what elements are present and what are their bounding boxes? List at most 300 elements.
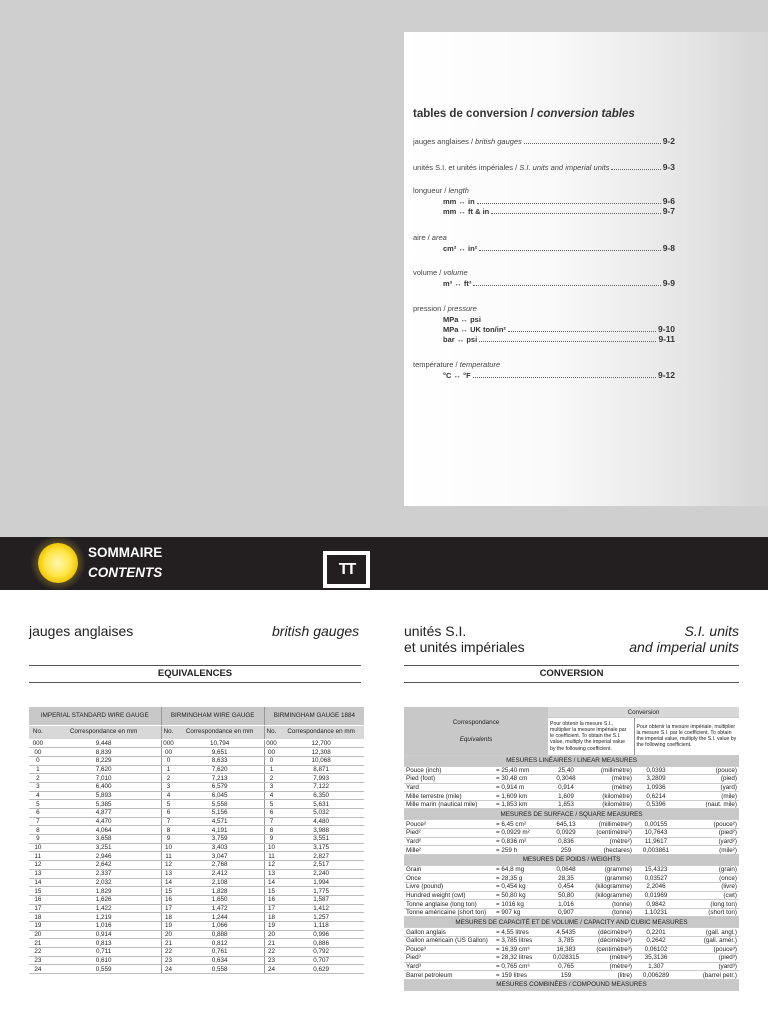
gauge-mm-value: 4,064 — [47, 826, 161, 835]
gauge-mm-value: 0,634 — [175, 956, 264, 965]
to-si-coefficient: 0,914 — [548, 783, 584, 792]
correspondance-label: Correspondance — [452, 718, 500, 726]
imperial-unit: (pied) — [678, 775, 739, 784]
toc-page-number: 9-2 — [662, 136, 675, 146]
toc-entry-fr: volume — [413, 268, 438, 277]
right-rule-bottom — [404, 682, 739, 683]
toc-page-number: 9-7 — [662, 206, 675, 216]
table-row — [404, 829, 739, 838]
toc-page-number: 9-10 — [657, 324, 675, 334]
table-row — [404, 900, 739, 909]
table-row — [29, 835, 364, 844]
imperial-unit: (grain) — [678, 865, 739, 874]
gauge-number: 19 — [29, 921, 47, 930]
toc-entry — [413, 304, 675, 344]
gauge-mm-value: 0,610 — [47, 956, 161, 965]
table-row — [29, 913, 364, 922]
unit-equivalent: = 259 h — [494, 846, 548, 855]
gauge-mm-value: 9,651 — [175, 748, 264, 757]
unit-name: Pied³ — [404, 954, 494, 963]
gauge-mm-value: 3,251 — [47, 843, 161, 852]
gauge-mm-value: 0,812 — [175, 939, 264, 948]
gauge-number: 20 — [264, 930, 278, 939]
gauge-mm-value: 8,839 — [47, 748, 161, 757]
unit-name: Gallon anglais — [404, 928, 494, 937]
to-imperial-coefficient: 1,307 — [634, 962, 678, 971]
gauge-number: 20 — [161, 930, 175, 939]
gauge-number: 10 — [161, 843, 175, 852]
si-unit: (mètre³) — [584, 954, 634, 963]
gauge-mm-value: 7,620 — [175, 765, 264, 774]
gauge-mm-value: 1,828 — [175, 887, 264, 896]
table-row — [29, 956, 364, 965]
gauge-number: 14 — [161, 878, 175, 887]
gauge-number: 16 — [161, 895, 175, 904]
unit-name: Tonne américaine (short ton) — [404, 908, 494, 917]
to-imperial-coefficient: 0,003861 — [634, 846, 678, 855]
gauge-number: 12 — [161, 861, 175, 870]
toc-entry-label: température / temperature — [413, 360, 501, 369]
gauge-number: 18 — [161, 913, 175, 922]
gauge-number: 16 — [264, 895, 278, 904]
gauge-number: 15 — [29, 887, 47, 896]
gauge-mm-value: 2,337 — [47, 869, 161, 878]
left-rule-top — [29, 665, 361, 666]
gauge-number: 1 — [161, 765, 175, 774]
to-imperial-coefficient: 35,3136 — [634, 954, 678, 963]
gauge-mm-value: 4,191 — [175, 826, 264, 835]
gauge-mm-value: 0,886 — [278, 939, 364, 948]
gauge-mm-value: 1,650 — [175, 895, 264, 904]
imperial-unit: (pied³) — [678, 954, 739, 963]
left-section-title: EQUIVALENCES — [157, 668, 233, 679]
gauge-mm-value: 7,122 — [278, 782, 364, 791]
imperial-unit: (mile) — [678, 792, 739, 801]
table-row — [29, 843, 364, 852]
gauge-mm-value: 4,480 — [278, 817, 364, 826]
gauge-mm-value: 7,213 — [175, 774, 264, 783]
gauge-mm-value: 9,448 — [47, 739, 161, 748]
unit-name: Mille marin (nautical mile) — [404, 800, 494, 809]
imperial-unit: (yard²) — [678, 837, 739, 846]
unit-equivalent: = 1,853 km — [494, 800, 548, 809]
gauge-number: 11 — [29, 852, 47, 861]
gauge-number: 21 — [264, 939, 278, 948]
to-si-note: Pour obtenir la mesure S.I., multiplier la mesure impériale par le coefficient. To obtain the S.I. value, multiply the imperial value by the following coefficient. — [548, 718, 634, 755]
gauge-number: 15 — [161, 887, 175, 896]
table-row — [29, 748, 364, 757]
imperial-unit: (pouce) — [678, 766, 739, 775]
gauge-mm-value: 1,412 — [278, 904, 364, 913]
to-si-coefficient: 0,3048 — [548, 775, 584, 784]
gauge-group-header: IMPERIAL STANDARD WIRE GAUGE — [29, 707, 161, 725]
toc-entry-en: area — [431, 233, 447, 242]
gauge-number: 14 — [264, 878, 278, 887]
unit-equivalent: = 3,785 litres — [494, 937, 548, 946]
unit-equivalent: = 159 litres — [494, 971, 548, 980]
toc-page-number: 9-9 — [662, 278, 675, 288]
toc-entry-en: temperature — [459, 360, 501, 369]
imperial-unit: (yard) — [678, 783, 739, 792]
gauge-mm-value: 0,559 — [47, 965, 161, 974]
table-row — [404, 783, 739, 792]
unit-equivalent: = 907 kg — [494, 908, 548, 917]
gauge-number: 8 — [29, 826, 47, 835]
table-row — [404, 937, 739, 946]
gauge-number: 0 — [264, 756, 278, 765]
toc-entry-fr: aire — [413, 233, 426, 242]
gauge-number: 24 — [264, 965, 278, 974]
to-si-coefficient: 1,853 — [548, 800, 584, 809]
to-si-coefficient: 0,454 — [548, 883, 584, 892]
sommaire-label: SOMMAIRE — [88, 545, 163, 560]
measure-group-header — [404, 854, 739, 865]
gauge-number: 20 — [29, 930, 47, 939]
gauge-mm-value: 3,403 — [175, 843, 264, 852]
gauge-number: 1 — [29, 765, 47, 774]
toc-entry-label: unités S.I. et unités impériales / S.I. units and imperial units — [413, 163, 610, 172]
unit-equivalent: = 16,39 cm³ — [494, 945, 548, 954]
gauge-number: 15 — [264, 887, 278, 896]
unit-equivalent: = 28,32 litres — [494, 954, 548, 963]
table-row — [29, 756, 364, 765]
toc-entry-fr: longueur — [413, 186, 443, 195]
to-imperial-coefficient: 0,6214 — [634, 792, 678, 801]
gauge-number: 3 — [161, 782, 175, 791]
to-imperial-coefficient: 2,2046 — [634, 883, 678, 892]
gauge-number: 12 — [264, 861, 278, 870]
si-unit: (décimètre³) — [584, 928, 634, 937]
toc-entry-fr: jauges anglaises — [413, 137, 469, 146]
gauge-mm-value: 2,946 — [47, 852, 161, 861]
toc-sub-label: m³ ↔ ft³ — [443, 279, 472, 288]
toc-sub-entry — [413, 196, 675, 206]
toc-entry-heading — [413, 136, 675, 146]
unit-equivalent: = 0,914 m — [494, 783, 548, 792]
to-si-coefficient: 259 — [548, 846, 584, 855]
to-imperial-coefficient: 0,2642 — [634, 937, 678, 946]
toc-entry-heading — [413, 360, 675, 370]
table-row — [404, 883, 739, 892]
unit-equivalent: = 1,609 km — [494, 792, 548, 801]
table-row — [404, 800, 739, 809]
si-unit: (kilomètre) — [584, 792, 634, 801]
gauge-number: 5 — [264, 800, 278, 809]
si-unit: (kilogramme) — [584, 891, 634, 900]
gauge-number: 8 — [161, 826, 175, 835]
toc-sub-entry — [413, 324, 675, 334]
gauge-number: 2 — [264, 774, 278, 783]
gauge-mm-value: 5,385 — [47, 800, 161, 809]
table-row — [29, 887, 364, 896]
toc-entry-label: aire / area — [413, 233, 447, 242]
table-row — [29, 791, 364, 800]
gauge-number: 13 — [264, 869, 278, 878]
table-row — [404, 775, 739, 784]
gauge-mm-value: 4,571 — [175, 817, 264, 826]
gauge-mm-value: 3,175 — [278, 843, 364, 852]
table-row — [404, 962, 739, 971]
toc-sub-label: bar ↔ psi — [443, 335, 478, 344]
gauge-mm-value: 0,558 — [175, 965, 264, 974]
toc-page-number: 9-11 — [658, 334, 675, 344]
gauge-mm-value: 1,066 — [175, 921, 264, 930]
gauge-mm-value: 0,711 — [47, 948, 161, 957]
unit-name: Pouce² — [404, 820, 494, 829]
gauge-number: 19 — [264, 921, 278, 930]
col-no-header: No. — [161, 725, 175, 739]
gauge-mm-value: 7,010 — [47, 774, 161, 783]
gauge-mm-value: 5,558 — [175, 800, 264, 809]
gauge-number: 9 — [264, 835, 278, 844]
to-imperial-coefficient: 15,4323 — [634, 865, 678, 874]
to-imperial-coefficient: 0,03527 — [634, 874, 678, 883]
logo-mark: TT — [327, 555, 366, 584]
unit-equivalent: = 0,765 cm³ — [494, 962, 548, 971]
unit-equivalent: = 50,80 kg — [494, 891, 548, 900]
si-unit: (mètre) — [584, 783, 634, 792]
to-imperial-coefficient: 11,9617 — [634, 837, 678, 846]
measure-group-title: MESURES DE CAPACITÉ ET DE VOLUME / CAPACITY AND CUBIC MEASURES — [404, 917, 739, 928]
gauge-mm-value: 8,633 — [175, 756, 264, 765]
gauge-mm-value: 1,829 — [47, 887, 161, 896]
table-row — [404, 766, 739, 775]
to-si-coefficient: 50,80 — [548, 891, 584, 900]
gauge-number: 4 — [264, 791, 278, 800]
table-row — [404, 792, 739, 801]
gauge-mm-value: 2,827 — [278, 852, 364, 861]
toc-entry-fr: température — [413, 360, 454, 369]
imperial-unit: (gall. angl.) — [678, 928, 739, 937]
sun-icon — [38, 543, 78, 583]
to-si-coefficient: 159 — [548, 971, 584, 980]
toc-entry — [413, 268, 675, 288]
left-title-en: british gauges — [272, 623, 360, 639]
gauge-number: 00 — [29, 748, 47, 757]
unit-equivalent: = 0,836 m² — [494, 837, 548, 846]
gauge-mm-value: 10,068 — [278, 756, 364, 765]
table-row — [404, 945, 739, 954]
gauge-number: 24 — [161, 965, 175, 974]
gauge-number: 0 — [161, 756, 175, 765]
measure-group-header — [404, 809, 739, 820]
gauge-number: 3 — [29, 782, 47, 791]
gauge-mm-value: 8,871 — [278, 765, 364, 774]
unit-name: Hundred weight (cwt) — [404, 891, 494, 900]
si-unit: (gramme) — [584, 874, 634, 883]
table-row — [29, 965, 364, 974]
to-si-coefficient: 25,40 — [548, 766, 584, 775]
gauge-number: 16 — [29, 895, 47, 904]
table-row — [404, 820, 739, 829]
gauge-number: 9 — [161, 835, 175, 844]
unit-name: Once — [404, 874, 494, 883]
gauge-number: 22 — [264, 948, 278, 957]
gauge-mm-value: 2,642 — [47, 861, 161, 870]
gauge-mm-value: 6,045 — [175, 791, 264, 800]
gauge-mm-value: 0,888 — [175, 930, 264, 939]
toc-entry — [413, 186, 675, 216]
unit-name: Pouce³ — [404, 945, 494, 954]
table-row — [404, 846, 739, 855]
gauge-mm-value: 2,517 — [278, 861, 364, 870]
toc-entry-fr: unités S.I. et unités impériales — [413, 163, 514, 172]
table-row — [29, 921, 364, 930]
gauge-mm-value: 1,118 — [278, 921, 364, 930]
gauge-mm-value: 4,877 — [47, 809, 161, 818]
table-row — [29, 782, 364, 791]
si-unit: (mètre) — [584, 775, 634, 784]
toc-entry-fr: pression — [413, 304, 442, 313]
imperial-unit: (livre) — [678, 883, 739, 892]
gauge-mm-value: 1,016 — [47, 921, 161, 930]
to-si-coefficient: 4,5435 — [548, 928, 584, 937]
to-imperial-coefficient: 0,0393 — [634, 766, 678, 775]
toc-entry-heading — [413, 233, 675, 243]
gauge-number: 17 — [264, 904, 278, 913]
to-si-coefficient: 16,383 — [548, 945, 584, 954]
gauge-number: 00 — [264, 748, 278, 757]
gauge-mm-value: 5,893 — [47, 791, 161, 800]
table-row — [29, 809, 364, 818]
gauge-number: 3 — [264, 782, 278, 791]
gauge-number: 7 — [29, 817, 47, 826]
gauge-mm-value: 0,813 — [47, 939, 161, 948]
toc-sub-label: °C ↔ °F — [443, 371, 471, 380]
gauge-number: 17 — [29, 904, 47, 913]
correspondance-header — [404, 707, 548, 755]
si-unit: (tonne) — [584, 908, 634, 917]
right-rule-top — [404, 665, 739, 666]
gauge-mm-value: 0,707 — [278, 956, 364, 965]
to-imperial-coefficient: 3,2809 — [634, 775, 678, 784]
measure-group-header — [404, 979, 739, 990]
table-row — [29, 939, 364, 948]
table-row — [404, 928, 739, 937]
si-unit: (mètre²) — [584, 837, 634, 846]
table-row — [29, 861, 364, 870]
gauge-mm-value: 6,350 — [278, 791, 364, 800]
gauge-number: 2 — [29, 774, 47, 783]
gauge-number: 1 — [264, 765, 278, 774]
toc-entry-heading — [413, 186, 675, 196]
toc-title: tables de conversion / conversion tables — [413, 108, 635, 120]
gauge-number: 7 — [161, 817, 175, 826]
unit-equivalent: = 25,40 mm — [494, 766, 548, 775]
gauge-number: 22 — [161, 948, 175, 957]
toc-sub-entry — [413, 278, 675, 288]
gauge-mm-value: 2,768 — [175, 861, 264, 870]
gauge-mm-value: 0,792 — [278, 948, 364, 957]
gauge-number: 18 — [264, 913, 278, 922]
gauge-mm-value: 3,759 — [175, 835, 264, 844]
gauge-mm-value: 7,993 — [278, 774, 364, 783]
table-row — [404, 891, 739, 900]
gauge-mm-value: 0,914 — [47, 930, 161, 939]
col-no-header: No. — [264, 725, 278, 739]
toc-sub-entry — [413, 370, 675, 380]
gauge-mm-value: 6,400 — [47, 782, 161, 791]
company-logo — [323, 551, 370, 588]
gauge-number: 21 — [29, 939, 47, 948]
table-row — [404, 865, 739, 874]
gauge-mm-value: 1,472 — [175, 904, 264, 913]
gauge-number: 6 — [264, 809, 278, 818]
gauge-number: 00 — [161, 748, 175, 757]
unit-equivalent: = 64,8 mg — [494, 865, 548, 874]
to-si-coefficient: 645,13 — [548, 820, 584, 829]
gauge-mm-value: 3,551 — [278, 835, 364, 844]
table-row — [29, 904, 364, 913]
si-unit: (mètre³) — [584, 962, 634, 971]
table-row — [29, 878, 364, 887]
right-title-en-1: S.I. units — [684, 623, 739, 639]
col-mm-header: Correspondance en mm — [175, 725, 264, 739]
si-unit: (millimètre²) — [584, 820, 634, 829]
toc-sub-label: mm ↔ ft & in — [443, 207, 490, 216]
imperial-unit: (naut. mile) — [678, 800, 739, 809]
unit-equivalent: = 1016 kg — [494, 900, 548, 909]
unit-name: Mille terrestre (mile) — [404, 792, 494, 801]
contents-label: CONTENTS — [88, 565, 163, 580]
toc-sub-label: mm ↔ in — [443, 197, 475, 206]
table-row — [29, 948, 364, 957]
gauge-mm-value: 8,229 — [47, 756, 161, 765]
si-unit: (tonne) — [584, 900, 634, 909]
toc-entry-heading — [413, 162, 675, 172]
imperial-unit: (pouce³) — [678, 945, 739, 954]
gauge-number: 5 — [161, 800, 175, 809]
toc-entry-en: volume — [443, 268, 468, 277]
to-si-coefficient: 0,836 — [548, 837, 584, 846]
toc-entry-heading — [413, 268, 675, 278]
gauge-number: 11 — [161, 852, 175, 861]
gauge-mm-value: 1,244 — [175, 913, 264, 922]
col-mm-header: Correspondance en mm — [47, 725, 161, 739]
gauge-number: 23 — [264, 956, 278, 965]
si-unit: (hectares) — [584, 846, 634, 855]
table-row — [29, 800, 364, 809]
unit-name: Pouce (inch) — [404, 766, 494, 775]
gauge-number: 0 — [29, 756, 47, 765]
left-title-fr: jauges anglaises — [29, 623, 134, 639]
gauge-table — [29, 707, 364, 974]
gauge-mm-value: 2,032 — [47, 878, 161, 887]
gauge-number: 000 — [266, 739, 277, 747]
unit-name: Pied (foot) — [404, 775, 494, 784]
to-si-coefficient: 0,907 — [548, 908, 584, 917]
gauge-mm-value: 5,156 — [175, 809, 264, 818]
to-si-coefficient: 3,785 — [548, 937, 584, 946]
si-unit: (kilomètre) — [584, 800, 634, 809]
table-row — [29, 817, 364, 826]
equivalents-label: Equivalents — [459, 735, 493, 743]
toc-entry-en: S.I. units and imperial units — [519, 163, 610, 172]
to-si-coefficient: 1,016 — [548, 900, 584, 909]
toc-page-number: 9-8 — [662, 243, 675, 253]
to-si-coefficient: 1,609 — [548, 792, 584, 801]
gauge-mm-value: 2,412 — [175, 869, 264, 878]
toc-sub-label: MPa ↔ UK ton/in² — [443, 325, 506, 334]
toc-entry-label: jauges anglaises / british gauges — [413, 137, 522, 146]
table-row — [29, 826, 364, 835]
to-imperial-coefficient: 0,006289 — [634, 971, 678, 980]
imperial-unit: (mile²) — [678, 846, 739, 855]
to-imperial-coefficient: 1,0936 — [634, 783, 678, 792]
gauge-number: 10 — [264, 843, 278, 852]
right-title-fr-1: unités S.I. — [404, 623, 467, 639]
gauge-number: 9 — [29, 835, 47, 844]
